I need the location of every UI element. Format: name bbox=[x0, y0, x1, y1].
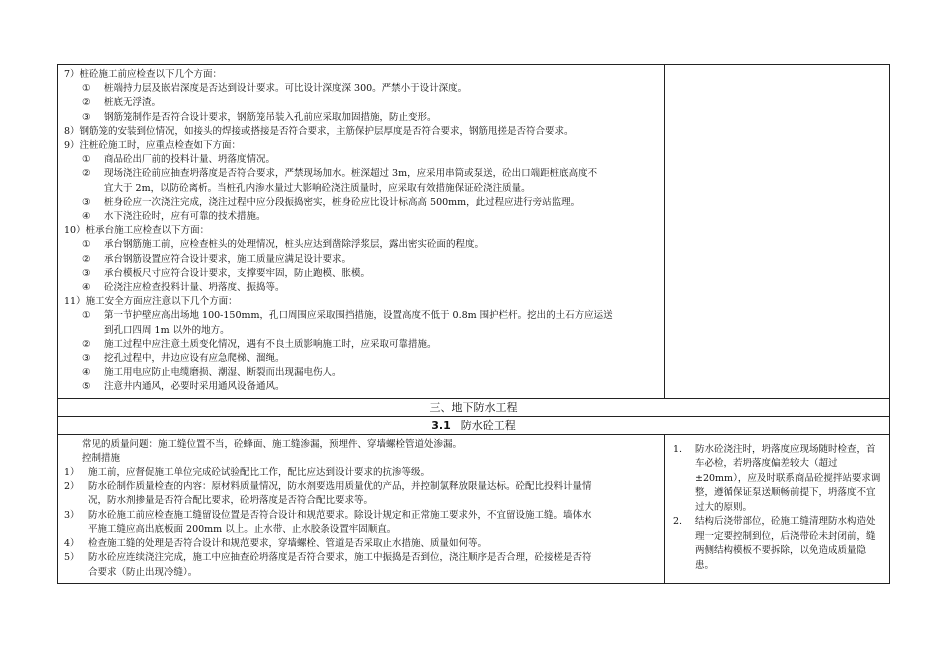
measure-item bbox=[64, 537, 660, 551]
sub-item-number: ② bbox=[82, 97, 91, 109]
subsection-title bbox=[58, 416, 890, 434]
sub-item bbox=[64, 267, 660, 281]
sub-item-number: ② bbox=[82, 168, 91, 180]
note-item bbox=[673, 443, 883, 516]
list-item bbox=[64, 295, 660, 309]
item-text: 施工安全方面应注意以下几个方面： bbox=[85, 296, 238, 308]
sub-item-text: 桩身砼应一次浇注完成，浇注过程中应分段振捣密实，桩身砼应比设计标高高 500mm，此过程应进行旁站监理。 bbox=[104, 196, 581, 208]
measure-number: 3） bbox=[64, 509, 80, 521]
sub-item-number: ④ bbox=[82, 282, 91, 294]
measure-text: 防水砼应连续浇注完成，施工中应抽查砼坍落度是否符合要求，施工中振捣是否到位，浇注顺序是否合理，砼接槎是否符 bbox=[88, 552, 592, 564]
item-text: 注桩砼施工时，应重点检查如下方面： bbox=[79, 140, 242, 152]
measure-number: 1） bbox=[64, 467, 80, 479]
sub-item-text: 现场浇注砼前应抽查坍落度是否符合要求，严禁现场加水。桩深超过 3m，应采用串筒或泵送，砼出口端距桩底高度不 bbox=[104, 168, 598, 180]
item-number: 10） bbox=[64, 225, 86, 237]
sub-item-number: ⑤ bbox=[82, 381, 91, 393]
measure-item bbox=[64, 509, 660, 523]
measure-item bbox=[64, 480, 660, 494]
measure-continuation: 平施工缝应高出底板面 200mm 以上。止水带、止水胶条设置牢固顺直。 bbox=[88, 523, 397, 535]
document-page bbox=[57, 64, 889, 584]
sub-item bbox=[64, 352, 660, 366]
section-title: 三、地下防水工程 bbox=[58, 398, 890, 416]
measure-text: 防水砼施工前应检查施工缝留设位置是否符合设计和规范要求。除设计规定和正常施工要求外，不宜留设施工缝。墙体水 bbox=[88, 509, 592, 521]
sub-item-text: 注意井内通风，必要时采用通风设备通风。 bbox=[104, 381, 285, 393]
sub-item-text: 第一节护壁应高出场地 100-150mm，孔口周围应采取围挡措施，设置高度不低于 0.8m 围护栏杆。挖出的土石方应运送 bbox=[104, 310, 613, 322]
sub-item-text: 承台钢筋设置应符合设计要求，施工质量应满足设计要求。 bbox=[104, 253, 352, 265]
inspection-table bbox=[57, 64, 890, 584]
lower-main-cell bbox=[58, 434, 665, 583]
sub-item bbox=[64, 309, 660, 323]
sub-item-number: ③ bbox=[82, 353, 91, 365]
sub-item-text: 挖孔过程中，井边应设有应急爬梯、溜绳。 bbox=[104, 353, 285, 365]
subsection-row bbox=[58, 416, 890, 434]
sub-item bbox=[64, 153, 660, 167]
item-number: 11） bbox=[64, 296, 86, 308]
sub-item-number: ② bbox=[82, 253, 91, 265]
item-text: 桩砼施工前应检查以下几个方面： bbox=[79, 69, 223, 80]
measure-text: 检查施工缝的处理是否符合设计和规范要求，穿墙螺栓、管道是否采取止水措施、质量如何等。 bbox=[88, 538, 488, 550]
sub-item-text: 承台模板尺寸应符合设计要求，支撑要牢固，防止跑模、胀模。 bbox=[104, 267, 371, 279]
sub-item bbox=[64, 366, 660, 380]
sub-item-number: ① bbox=[82, 83, 91, 95]
measure-number: 5） bbox=[64, 552, 80, 564]
sub-item bbox=[64, 167, 660, 181]
subsection-name: 防水砼工程 bbox=[460, 418, 516, 432]
sub-item bbox=[64, 253, 660, 267]
sub-item-text: 砼浇注应检查投料计量、坍落度、振捣等。 bbox=[104, 282, 285, 294]
list-item bbox=[64, 68, 660, 82]
sub-item-number: ① bbox=[82, 310, 91, 322]
sub-item-text: 商品砼出厂前的投料计量、坍落度情况。 bbox=[104, 154, 276, 166]
side-notes bbox=[665, 435, 889, 574]
sub-item-number: ④ bbox=[82, 211, 91, 223]
item-text: 钢筋笼的安装到位情况，如接头的焊接或搭接是否符合要求，主筋保护层厚度是否符合要求，钢筋甩搓是否符合要求。 bbox=[79, 125, 574, 137]
upper-lines bbox=[58, 65, 664, 398]
sub-item-number: ③ bbox=[82, 267, 91, 279]
sub-item-text: 钢筋笼制作是否符合设计要求，钢筋笼吊装入孔前应采取加固措施，防止变形。 bbox=[104, 111, 437, 123]
item-continuation: 到孔口四周 1m 以外的地方。 bbox=[104, 324, 230, 336]
control-measures-heading: 控制措施 bbox=[82, 452, 121, 464]
measure-continuation: 况，防水剂掺量是否符合配比要求，砼坍落度是否符合配比要求等。 bbox=[88, 495, 374, 507]
list-item bbox=[64, 224, 660, 238]
item-number: 8） bbox=[64, 125, 80, 137]
measure-continuation: 合要求（防止出现冷缝）。 bbox=[88, 566, 198, 578]
measure-number: 4） bbox=[64, 538, 80, 550]
sub-item-number: ④ bbox=[82, 367, 91, 379]
sub-item bbox=[64, 338, 660, 352]
sub-item-number: ① bbox=[82, 239, 91, 251]
item-number: 7） bbox=[64, 69, 80, 80]
measure-text: 施工前，应督促施工单位完成砼试验配比工作，配比应达到设计要求的抗渗等级。 bbox=[88, 467, 431, 479]
sub-item bbox=[64, 238, 660, 252]
measure-number: 2） bbox=[64, 481, 80, 493]
lower-lines bbox=[64, 466, 660, 580]
sub-item bbox=[64, 210, 660, 224]
lower-content bbox=[58, 435, 664, 583]
measure-text: 防水砼制作质量检查的内容：原材料质量情况，防水剂要选用质量优的产品，并控制氯释放限量达标。砼配比投料计量情 bbox=[88, 481, 592, 493]
sub-item bbox=[64, 82, 660, 96]
note-text: 结构后浇带部位，砼施工缝清理防水构造处理一定要控制到位，后浇带砼未封闭前，缝两侧结构模板不要拆除，以免造成质量隐患。 bbox=[695, 516, 876, 571]
sub-item bbox=[64, 196, 660, 210]
sub-item-text: 水下浇注砼时，应有可靠的技术措施。 bbox=[104, 211, 266, 223]
sub-item bbox=[64, 96, 660, 110]
lower-row bbox=[58, 434, 890, 583]
sub-item-text: 承台钢筋施工前，应检查桩头的处理情况，桩头应达到凿除浮浆层，露出密实砼面的程度。 bbox=[104, 239, 485, 251]
sub-item-text: 桩底无浮渣。 bbox=[104, 97, 162, 109]
list-item bbox=[64, 139, 660, 153]
sub-item-number: ② bbox=[82, 338, 91, 350]
upper-main-cell bbox=[58, 65, 665, 399]
item-text: 桩承台施工应检查以下方面： bbox=[85, 225, 210, 237]
sub-item-text: 施工用电应防止电缆磨损、潮湿、断裂而出现漏电伤人。 bbox=[104, 367, 342, 379]
sub-item bbox=[64, 111, 660, 125]
note-text: 防水砼浇注时，坍落度应现场随时检查，首车必检，若坍落度偏差较大（超过±20mm），应及时联系商品砼搅拌站要求调整，遵循保证泵送顺畅前提下，坍落度不宜过大的原则。 bbox=[695, 443, 881, 513]
upper-side-cell bbox=[665, 65, 890, 399]
note-number: 2. bbox=[673, 516, 683, 528]
quality-issues-text: 常见的质量问题：施工缝位置不当，砼蜂面、施工缝渗漏，预埋件、穿墙螺栓管道处渗漏。 bbox=[82, 438, 463, 450]
sub-item bbox=[64, 380, 660, 394]
sub-item-number: ① bbox=[82, 154, 91, 166]
item-continuation: 宜大于 2m，以防砼离析。当桩孔内渗水量过大影响砼浇注质量时，应采取有效措施保证砼浇注质量。 bbox=[104, 182, 531, 194]
list-item bbox=[64, 125, 660, 139]
note-number: 1. bbox=[673, 443, 683, 455]
item-number: 9） bbox=[64, 140, 80, 152]
lower-side-cell bbox=[665, 434, 890, 583]
sub-item-number: ③ bbox=[82, 111, 91, 123]
section-row bbox=[58, 398, 890, 416]
upper-row bbox=[58, 65, 890, 399]
measure-item bbox=[64, 551, 660, 565]
sub-item-number: ③ bbox=[82, 196, 91, 208]
measure-item bbox=[64, 466, 660, 480]
sub-item bbox=[64, 281, 660, 295]
sub-item-text: 施工过程中应注意土质变化情况，遇有不良土质影响施工时，应采取可靠措施。 bbox=[104, 338, 437, 350]
subsection-number: 3.1 bbox=[431, 418, 451, 432]
sub-item-text: 桩端持力层及嵌岩深度是否达到设计要求。可比设计深度深 300。严禁小于设计深度。 bbox=[104, 83, 468, 95]
note-item bbox=[673, 515, 883, 573]
